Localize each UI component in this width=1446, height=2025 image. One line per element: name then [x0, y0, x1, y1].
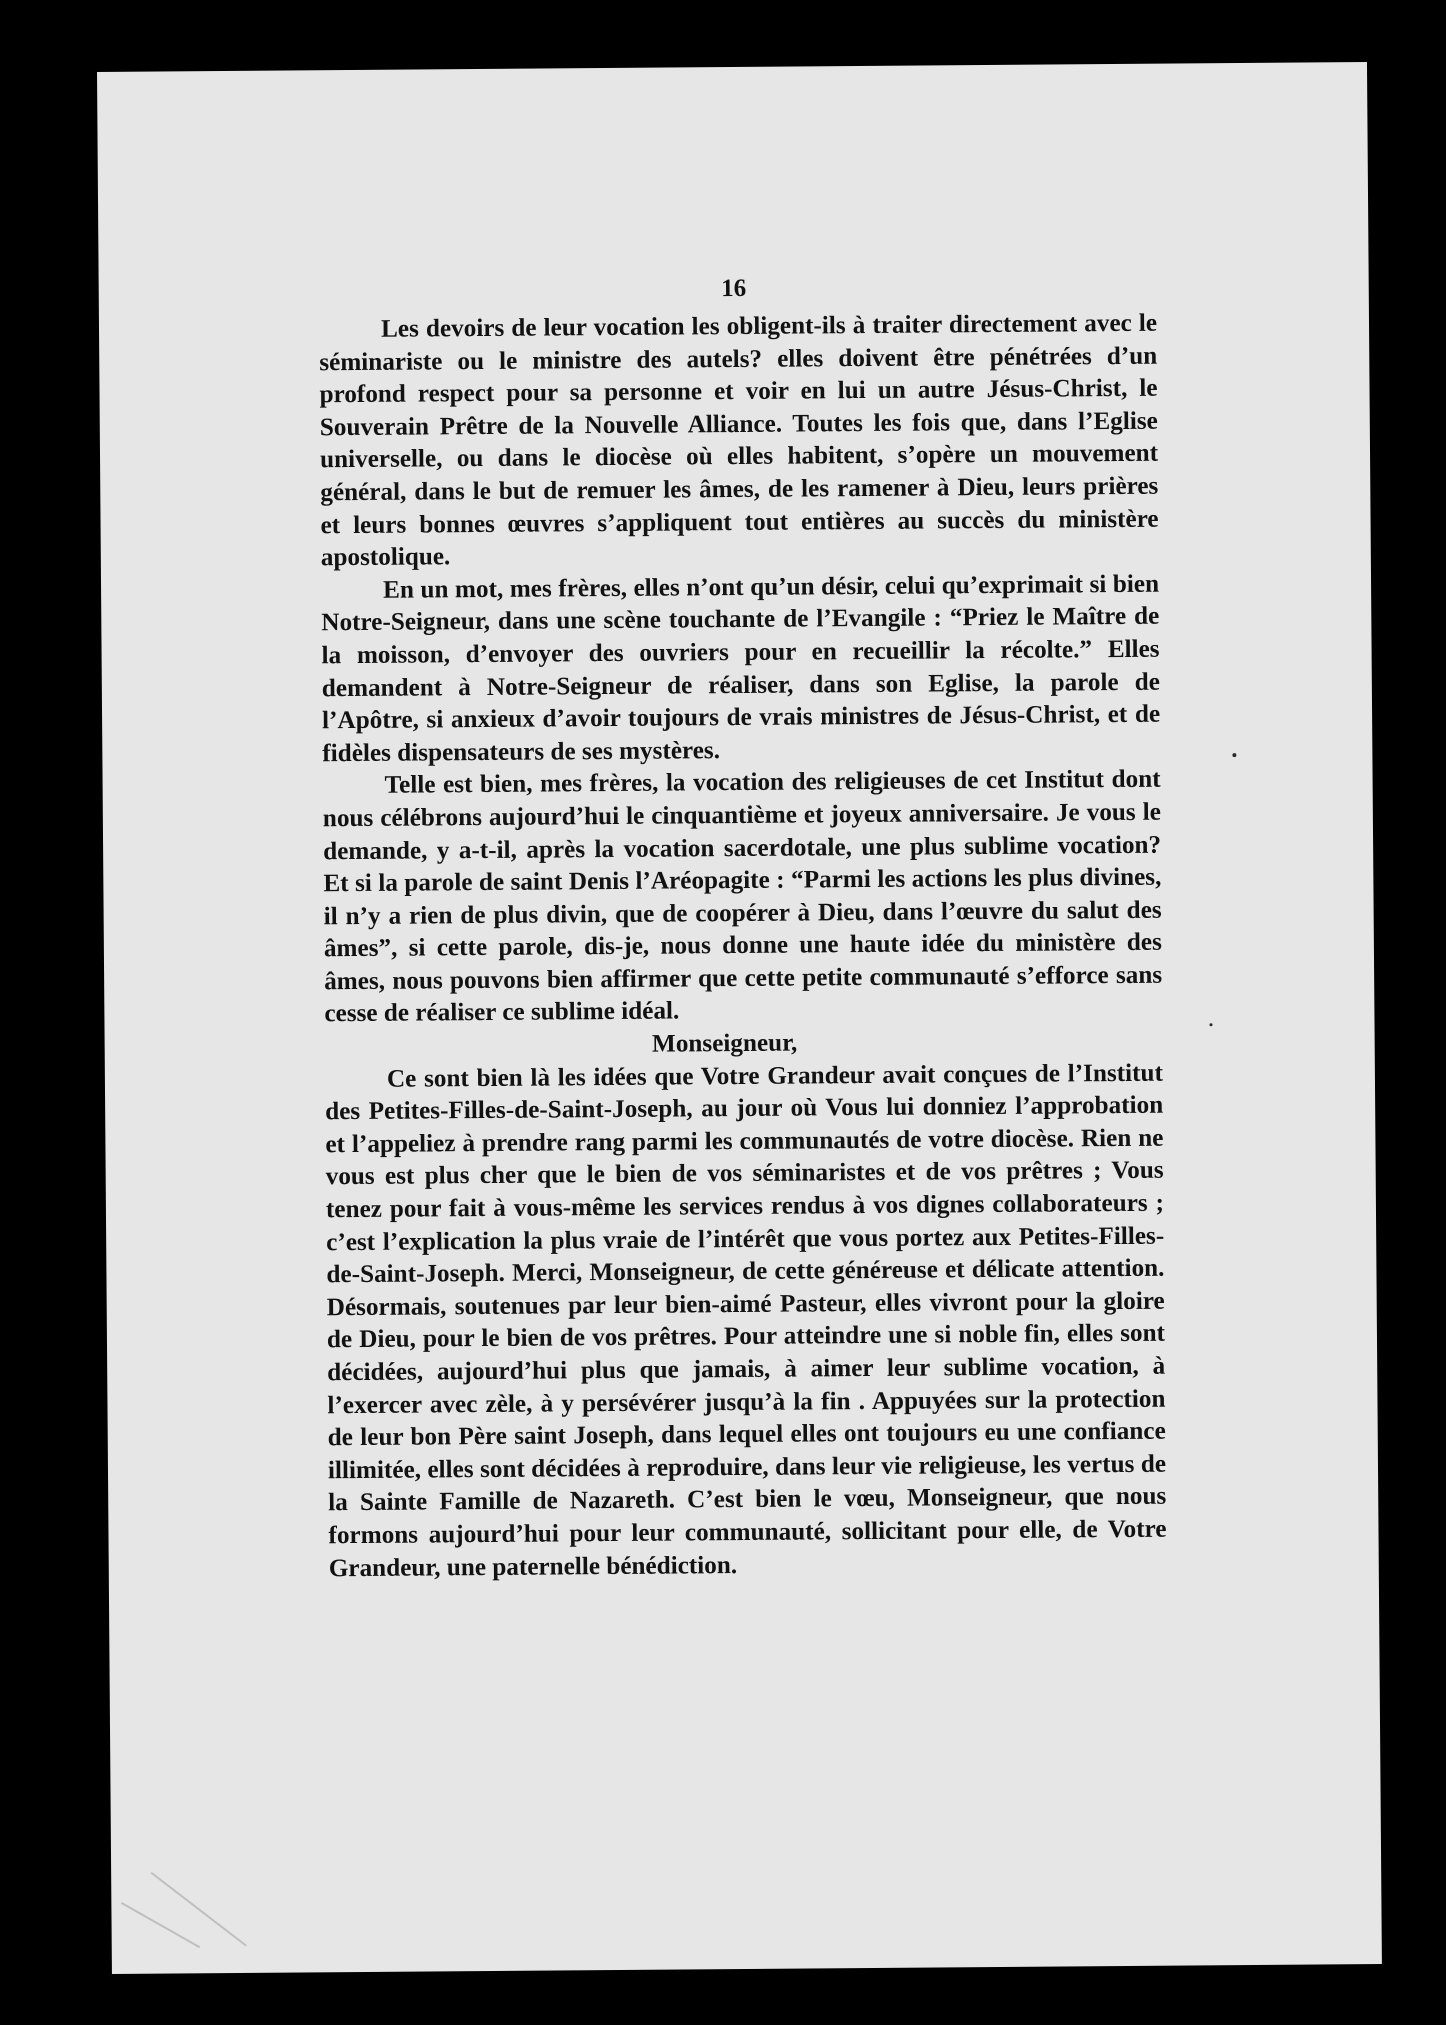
- page-number: 16: [721, 274, 747, 303]
- dust-speck: [1210, 1023, 1213, 1026]
- paragraph-single-desire: En un mot, mes frères, elles n’ont qu’un désir, celui qu’exprimait si bien Notre-Seigneur, dans une scène touchante de l’Evangile : “Priez le Maître de la moisson, d’envoyer des ouvriers pour en recueillir la récolte.” Elles demandent à Notre-Seigneur de réaliser, dans son Eglise, la parole de l’Apôtre, si anxieux d’avoir toujours de vrais ministres de Jésus-Christ, et de fidèles dispensateurs de ses mystères.: [321, 570, 1161, 767]
- dust-speck: [1232, 753, 1236, 757]
- salutation-heading: Monseigneur,: [651, 1029, 798, 1058]
- paper-page: [97, 62, 1382, 1974]
- paragraph-closing-address: Ce sont bien là les idées que Votre Grandeur avait conçues de l’Institut des Petites-Filles-de-Saint-Joseph, au jour où Vous lui donniez l’approbation et l’appeliez à prendre rang parmi les communautés de votre diocèse. Rien ne vous est plus cher que le bien de vos séminaristes et de vos prêtres ; Vous tenez pour fait à vous-même les services rendus à vos dignes collaborateurs ; c’est l’explication la plus vraie de l’intérêt que vous portez aux Petites-Filles-de-Saint-Joseph. Merci, Monseigneur, de cette généreuse et délicate attention. Désormais, soutenues par leur bien-aimé Pasteur, elles vivront pour la gloire de Dieu, pour le bien de vos prêtres. Pour atteindre une si noble fin, elles sont décidées, aujourd’hui plus que jamais, à aimer leur sublime vocation, à l’exercer avec zèle, à y persévérer jusqu’à la fin . Appuyées sur la protection de leur bon Père saint Joseph, dans lequel elles ont toujours eu une confiance illimitée, elles sont décidées à reproduire, dans leur vie religieuse, les vertus de la Sainte Famille de Nazareth. C’est bien le vœu, Monseigneur, que nous formons aujourd’hui pour leur communauté, sollicitant pour elle, de Votre Grandeur, une paternelle bénédiction.: [325, 1059, 1167, 1582]
- document-body: [319, 308, 1167, 1586]
- paragraph-vocation-duties: Les devoirs de leur vocation les obligent-ils à traiter directement avec le séminariste ou le ministre des autels? elles doivent être pénétrées d’un profond respect pour sa personne et voir en lui un autre Jésus-Christ, le Souverain Prêtre de la Nouvelle Alliance. Toutes les fois que, dans l’Eglise universelle, ou dans le diocèse où elles habitent, s’opère un mouvement général, dans le but de remuer les âmes, de les ramener à Dieu, leurs prières et leurs bonnes œuvres s’appliquent tout entières au succès du ministère apostolique.: [319, 309, 1159, 572]
- page-crease-line: [121, 1902, 200, 1948]
- paragraph-religious-vocation: Telle est bien, mes frères, la vocation des religieuses de cet Institut dont nous célébrons aujourd’hui le cinquantième et joyeux anniversaire. Je vous le demande, y a-t-il, après la vocation sacerdotale, une plus sublime vocation? Et si la parole de saint Denis l’Aréopagite : “Parmi les actions les plus divines, il n’y a rien de plus divin, que de coopérer à Dieu, dans l’œuvre du salut des âmes”, si cette parole, dis-je, nous donne une haute idée du ministère des âmes, nous pouvons bien affirmer que cette petite communauté s’efforce sans cesse de réaliser ce sublime idéal.: [322, 765, 1163, 1028]
- page-crease-line: [151, 1872, 247, 1947]
